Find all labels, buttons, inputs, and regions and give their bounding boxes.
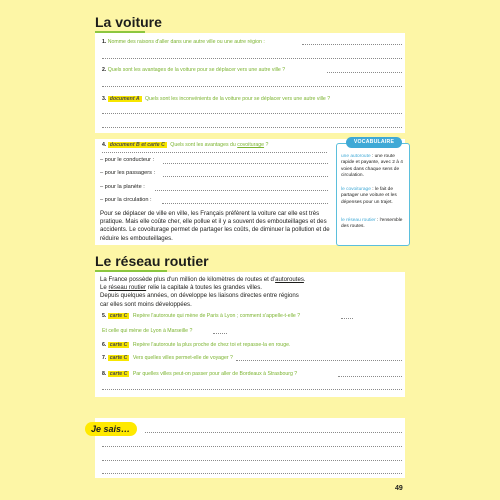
answer-line[interactable]: [102, 473, 402, 474]
bullet-passagers: – pour les passagers :: [100, 170, 156, 176]
answer-line[interactable]: [236, 360, 402, 361]
autoroutes-link[interactable]: autoroutes: [275, 276, 304, 283]
question-3: 3. document A Quels sont les inconvénients de la voiture pour se déplacer vers une autre ville ?: [102, 96, 331, 102]
answer-line[interactable]: [102, 460, 402, 461]
answer-line[interactable]: [163, 163, 328, 164]
answer-line[interactable]: [341, 318, 353, 319]
question-5: 5. carte C Repère l'autoroute qui mène de Paris à Lyon ; comment s'appelle-t-elle ?: [102, 313, 301, 319]
doc-tag: carte C: [109, 355, 128, 361]
answer-line[interactable]: [163, 176, 328, 177]
answer-line[interactable]: [102, 58, 402, 59]
questions-panel-1: [95, 33, 405, 133]
jesais-panel: [95, 418, 405, 478]
answer-line[interactable]: [302, 44, 402, 45]
question-2: 2. Quels sont les avantages de la voiture pour se déplacer vers une autre ville ?: [102, 67, 286, 73]
answer-line[interactable]: [338, 376, 402, 377]
covoiturage-link[interactable]: covoiturage: [237, 142, 265, 148]
doc-tag: carte C: [109, 342, 128, 348]
bullet-planete: – pour la planète :: [100, 184, 145, 190]
page-number: 49: [395, 485, 403, 492]
bullet-circulation: – pour la circulation :: [100, 197, 152, 203]
answer-line[interactable]: [102, 113, 402, 114]
reseau-routier-link[interactable]: réseau routier: [108, 284, 147, 292]
question-5b: Et celle qui mène de Lyon à Marseille ?: [102, 328, 193, 334]
reseau-intro: La France possède plus d'un million de kilomètres de routes et d'autoroutes. Le réseau routier relie la capitale à toutes les grandes villes. Depuis quelques années, on développe les liaisons directes entre régions car elles sont moins développées.: [100, 276, 306, 308]
vocab-entry-reseau: le réseau routier : l'ensemble des routes.: [341, 218, 403, 230]
question-6: 6. carte C Repère l'autoroute la plus proche de chez toi et repasse-la en rouge.: [102, 342, 291, 348]
answer-line[interactable]: [102, 389, 402, 390]
doc-tag: document B et carte C: [109, 142, 165, 148]
answer-line[interactable]: [162, 203, 328, 204]
summary-paragraph: Pour se déplacer de ville en ville, les Français préfèrent la voiture car elle est très pratique. Mais elle coûte cher, elle pollue et il y a souvent des embouteillages et des accidents. Le covoiturage permet de partager les coûts, de diminuer la pollution et de réduire les embouteillages.: [100, 210, 330, 242]
question-8: 8. carte C Par quelles villes peut-on passer pour aller de Bordeaux à Strasbourg ?: [102, 371, 298, 377]
bullet-conducteur: – pour le conducteur :: [100, 157, 155, 163]
answer-line[interactable]: [327, 72, 402, 73]
question-1: 1. Nomme des raisons d'aller dans une autre ville ou une autre région :: [102, 39, 265, 45]
answer-line[interactable]: [102, 152, 327, 153]
question-7: 7. carte C Vers quelles villes permet-elle de voyager ?: [102, 355, 233, 361]
answer-line[interactable]: [102, 446, 402, 447]
doc-tag: document A: [109, 96, 140, 102]
answer-line[interactable]: [213, 333, 227, 334]
doc-tag: carte C: [109, 371, 128, 377]
jesais-badge: Je sais…: [85, 422, 137, 436]
section-title-voiture: La voiture: [95, 14, 162, 30]
answer-line[interactable]: [102, 86, 402, 87]
vocabulary-badge: VOCABULAIRE: [346, 137, 402, 148]
section-title-reseau: Le réseau routier: [95, 253, 209, 269]
answer-line[interactable]: [102, 127, 402, 128]
vocab-entry-autoroute: une autoroute : une route rapide et payante, avec 2 à 4 voies dans chaque sens de circulation.: [341, 154, 403, 179]
vocab-entry-covoiturage: le covoiturage : le fait de partager une voiture et les dépenses pour un trajet.: [341, 187, 397, 205]
question-4: 4. document B et carte C Quels sont les avantages du covoiturage ?: [102, 142, 269, 148]
doc-tag: carte C: [109, 313, 128, 319]
answer-line[interactable]: [155, 190, 328, 191]
answer-line[interactable]: [145, 432, 402, 433]
